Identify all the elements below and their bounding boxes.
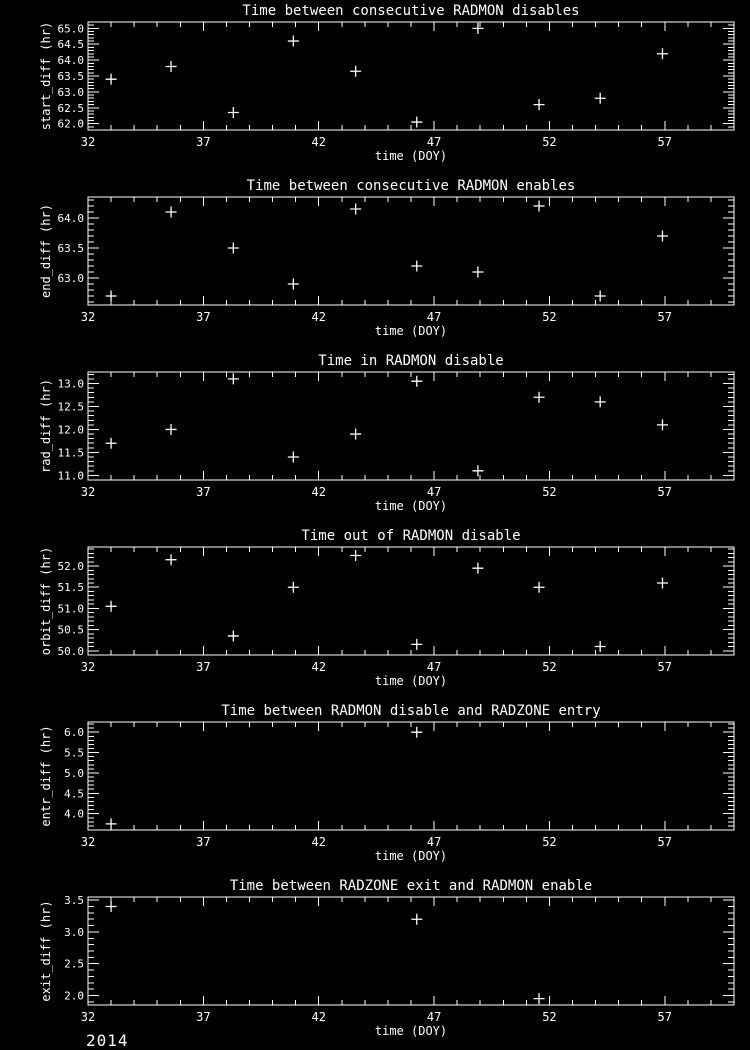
x-tick-label: 52 bbox=[542, 1010, 557, 1024]
y-tick-label: 11.5 bbox=[57, 446, 84, 460]
plot-orbit-diff bbox=[0, 525, 750, 700]
y-axis-label: rad_diff (hr) bbox=[39, 379, 53, 473]
x-tick-label: 32 bbox=[80, 310, 96, 324]
y-axis-label: entr_diff (hr) bbox=[39, 725, 53, 827]
x-tick-label: 37 bbox=[196, 1010, 211, 1024]
y-tick-label: 50.5 bbox=[57, 623, 84, 637]
plot-canvas bbox=[0, 175, 750, 350]
plot-title: Time between consecutive RADMON enables bbox=[246, 178, 576, 194]
plot-end-diff bbox=[0, 175, 750, 350]
x-tick-label: 52 bbox=[542, 835, 557, 849]
x-tick-label: 37 bbox=[196, 660, 211, 674]
x-tick-label: 52 bbox=[542, 135, 557, 149]
plot-start-diff bbox=[0, 0, 750, 175]
axis-box bbox=[88, 722, 734, 830]
plot-title: Time between consecutive RADMON disables bbox=[242, 3, 580, 19]
x-axis-label: time (DOY) bbox=[374, 149, 448, 163]
y-axis-label: start_diff (hr) bbox=[39, 21, 53, 131]
x-tick-label: 57 bbox=[657, 1010, 673, 1024]
x-tick-label: 42 bbox=[311, 660, 326, 674]
x-tick-label: 52 bbox=[542, 660, 557, 674]
plot-title: Time in RADMON disable bbox=[318, 353, 504, 369]
y-tick-label: 4.0 bbox=[64, 807, 84, 821]
y-tick-label: 50.0 bbox=[57, 644, 84, 658]
axis-ticks bbox=[88, 372, 734, 480]
y-tick-label: 3.5 bbox=[64, 894, 84, 908]
plot-canvas bbox=[0, 0, 750, 175]
x-tick-label: 37 bbox=[196, 485, 211, 499]
axis-box bbox=[88, 547, 734, 655]
y-tick-label: 5.0 bbox=[64, 766, 84, 780]
x-tick-label: 42 bbox=[311, 135, 326, 149]
axis-ticks bbox=[88, 22, 734, 130]
x-axis-label: time (DOY) bbox=[374, 849, 448, 863]
x-tick-label: 42 bbox=[311, 485, 326, 499]
y-tick-label: 63.0 bbox=[57, 85, 84, 99]
y-tick-label: 63.5 bbox=[57, 70, 84, 83]
y-tick-label: 4.5 bbox=[64, 787, 84, 801]
year-label: 2014 bbox=[86, 1031, 129, 1050]
y-tick-label: 12.5 bbox=[57, 400, 84, 414]
y-axis-label: end_diff (hr) bbox=[39, 204, 53, 298]
x-tick-label: 52 bbox=[542, 310, 557, 324]
y-tick-label: 64.0 bbox=[57, 212, 84, 225]
y-tick-label: 65.0 bbox=[57, 22, 84, 36]
x-axis-label: time (DOY) bbox=[374, 674, 448, 688]
x-tick-label: 32 bbox=[80, 1010, 96, 1024]
x-tick-label: 47 bbox=[426, 310, 442, 324]
axis-ticks bbox=[88, 547, 734, 655]
y-tick-label: 64.5 bbox=[57, 38, 84, 52]
x-tick-label: 57 bbox=[657, 835, 673, 849]
x-tick-label: 57 bbox=[657, 485, 673, 499]
x-tick-label: 57 bbox=[657, 310, 673, 324]
data-point-markers bbox=[106, 373, 668, 476]
x-tick-label: 47 bbox=[426, 1010, 442, 1024]
x-tick-label: 52 bbox=[542, 485, 557, 499]
y-tick-label: 63.0 bbox=[57, 272, 84, 285]
y-tick-label: 12.0 bbox=[57, 423, 84, 437]
x-tick-label: 57 bbox=[657, 660, 673, 674]
y-tick-label: 3.0 bbox=[64, 925, 84, 939]
plot-title: Time out of RADMON disable bbox=[301, 528, 521, 544]
axis-box bbox=[88, 897, 734, 1005]
axis-box bbox=[88, 372, 734, 480]
data-point-markers bbox=[106, 550, 668, 652]
x-tick-label: 37 bbox=[196, 135, 211, 149]
y-tick-label: 62.5 bbox=[57, 101, 84, 115]
x-tick-label: 32 bbox=[80, 485, 96, 499]
y-tick-label: 64.0 bbox=[57, 54, 84, 68]
y-tick-label: 62.0 bbox=[57, 117, 84, 131]
axis-ticks bbox=[88, 722, 734, 830]
y-tick-label: 63.5 bbox=[57, 242, 84, 255]
plot-title: Time between RADZONE exit and RADMON enable bbox=[229, 878, 593, 894]
plot-canvas bbox=[0, 875, 750, 1050]
y-axis-label: exit_diff (hr) bbox=[39, 900, 53, 1002]
x-tick-label: 47 bbox=[426, 485, 442, 499]
y-tick-label: 11.0 bbox=[57, 469, 84, 483]
data-point-markers bbox=[106, 901, 545, 1004]
x-tick-label: 37 bbox=[196, 835, 211, 849]
plot-title: Time between RADMON disable and RADZONE entry bbox=[221, 703, 601, 719]
x-tick-label: 47 bbox=[426, 835, 442, 849]
y-tick-label: 51.5 bbox=[57, 581, 84, 595]
plot-canvas bbox=[0, 700, 750, 875]
axis-ticks bbox=[88, 897, 734, 1005]
x-tick-label: 37 bbox=[196, 310, 211, 324]
x-tick-label: 47 bbox=[426, 135, 442, 149]
axis-box bbox=[88, 197, 734, 305]
y-axis-label: orbit_diff (hr) bbox=[39, 546, 53, 656]
plot-canvas bbox=[0, 525, 750, 700]
y-tick-label: 6.0 bbox=[64, 726, 84, 740]
x-tick-label: 32 bbox=[80, 135, 96, 149]
y-tick-label: 13.0 bbox=[57, 377, 84, 391]
x-axis-label: time (DOY) bbox=[374, 324, 448, 338]
x-tick-label: 57 bbox=[657, 135, 673, 149]
x-tick-label: 42 bbox=[311, 1010, 326, 1024]
y-tick-label: 2.5 bbox=[64, 957, 84, 971]
x-axis-label: time (DOY) bbox=[374, 499, 448, 513]
y-tick-label: 5.5 bbox=[64, 746, 84, 760]
y-tick-label: 2.0 bbox=[64, 989, 84, 1003]
plot-entr-diff bbox=[0, 700, 750, 875]
x-tick-label: 32 bbox=[80, 835, 96, 849]
x-axis-label: time (DOY) bbox=[374, 1024, 448, 1038]
data-point-markers bbox=[106, 201, 668, 302]
x-tick-label: 32 bbox=[80, 660, 96, 674]
axis-box bbox=[88, 22, 734, 130]
plot-exit-diff bbox=[0, 875, 750, 1050]
data-point-markers bbox=[106, 727, 423, 830]
plot-canvas bbox=[0, 350, 750, 525]
y-tick-label: 51.0 bbox=[57, 602, 84, 616]
y-tick-label: 52.0 bbox=[57, 560, 84, 574]
x-tick-label: 42 bbox=[311, 310, 326, 324]
x-tick-label: 42 bbox=[311, 835, 326, 849]
plot-rad-diff bbox=[0, 350, 750, 525]
x-tick-label: 47 bbox=[426, 660, 442, 674]
axis-ticks bbox=[88, 197, 734, 305]
data-point-markers bbox=[106, 23, 668, 128]
